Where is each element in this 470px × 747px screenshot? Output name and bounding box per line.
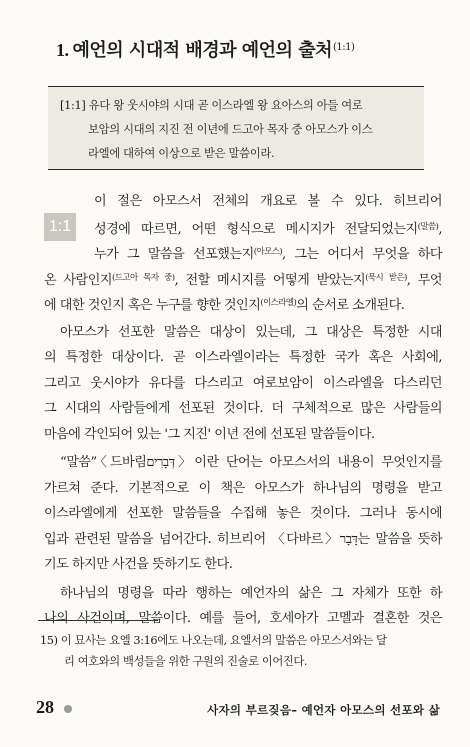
paragraph-line: 이스라엘에게 선포한 말씀들을 수집해 놓은 것이다. 그러나 동시에: [44, 506, 442, 521]
paragraph-line: 마음에 각인되어 있는 '그 지진' 이년 전에 선포된 말씀들이다.: [44, 426, 375, 442]
section-number: 1.: [56, 40, 69, 60]
paragraph-line: “말씀”〈드바림דְּבָרִים〉이란 단어는 아모스서의 내용이 무엇인지를: [60, 455, 442, 470]
paragraph-line: 입과 관련된 말씀을 넘어간다. 히브리어 〈다바르〉דָּבָר는 말씀을 뜻하: [44, 531, 443, 547]
paragraph-line: 그리고 웃시야가 유다를 다스리고 여로보암이 이스라엘을 다스리던: [44, 375, 442, 391]
footnote-line: 리 여호와의 백성들을 위한 구원의 진술로 이어진다.: [64, 655, 308, 668]
section-heading: [56, 36, 354, 62]
scripture-line: 라엘에 대하여 이상으로 받은 말씀이라.: [88, 147, 275, 160]
paragraph-line: 아모스가 선포한 말씀은 대상이 있는데, 그 대상은 특정한 시대: [60, 324, 442, 340]
paragraph-line: 가르쳐 준다. 기본적으로 이 책은 아모스가 하나님의 명령을 받고: [44, 480, 442, 496]
paragraph-line: 하나님의 명령을 따라 행하는 예언자의 삶은 그 자체가 또한 하: [60, 585, 442, 601]
paragraph-line: 이 절은 아모스서 전체의 개요로 볼 수 있다. 히브리어: [94, 194, 442, 209]
verse-badge: 1:1: [44, 213, 76, 241]
paragraph-line: 기도 하지만 사건을 뜻하기도 한다.: [44, 557, 233, 572]
paragraph-line: 성경에 따르면, 어떤 형식으로 메시지가 전달되었는지$^{(말씀)}$,: [94, 221, 442, 237]
running-title: 사자의 부르짖음– 예언자 아모스의 선포와 삶: [207, 703, 440, 717]
paragraph-line: 의 특정한 대상이다. 곧 이스라엘이라는 특정한 국가 혹은 사회에,: [44, 350, 442, 365]
footnote-line: 15) 이 묘사는 요엘 3:16에도 나오는데, 요엘서의 말씀은 아모스서와는 달: [40, 634, 387, 647]
scripture-line: [1:1] 유다 왕 웃시야의 시대 곧 이스라엘 왕 요아스의 아들 여로: [60, 99, 363, 112]
scripture-quote-box: [48, 86, 424, 170]
footnote: [40, 630, 430, 672]
section-reference: (1:1): [333, 42, 355, 53]
section-title: 예언의 시대적 배경과 예언의 출처: [72, 40, 332, 61]
footnote-divider: [38, 620, 158, 621]
paragraph-line: 온 사람인지$^{(드고아 목자 중)}$, 전할 메시지를 어떻게 받았는지$^{(묵시 받은)}$, 무엇: [44, 272, 443, 288]
scripture-line: 보암의 시대의 지진 전 이년에 드고아 목자 중 아모스가 이스: [88, 123, 373, 136]
page-dot-icon: [64, 705, 72, 713]
paragraph-line: 나의 사건이며, 말씀이다. 예를 들어, 호세아가 고멜과 결혼한 것은: [44, 611, 442, 626]
paragraph-line: 누가 그 말씀을 선포했는지$^{(아모스)}$, 그는 어디서 무엇을 하다: [94, 247, 442, 262]
paragraph-line: 에 대한 것인지 혹은 누구를 향한 것인지$^{(이스라엘)}$의 순서로 소개된다.: [44, 298, 405, 313]
paragraph-line: 그 시대의 사람들에게 선포된 것이다. 더 구체적으로 많은 사람들의: [44, 401, 442, 416]
body-text: [44, 189, 442, 632]
page-number: 28: [36, 697, 54, 717]
